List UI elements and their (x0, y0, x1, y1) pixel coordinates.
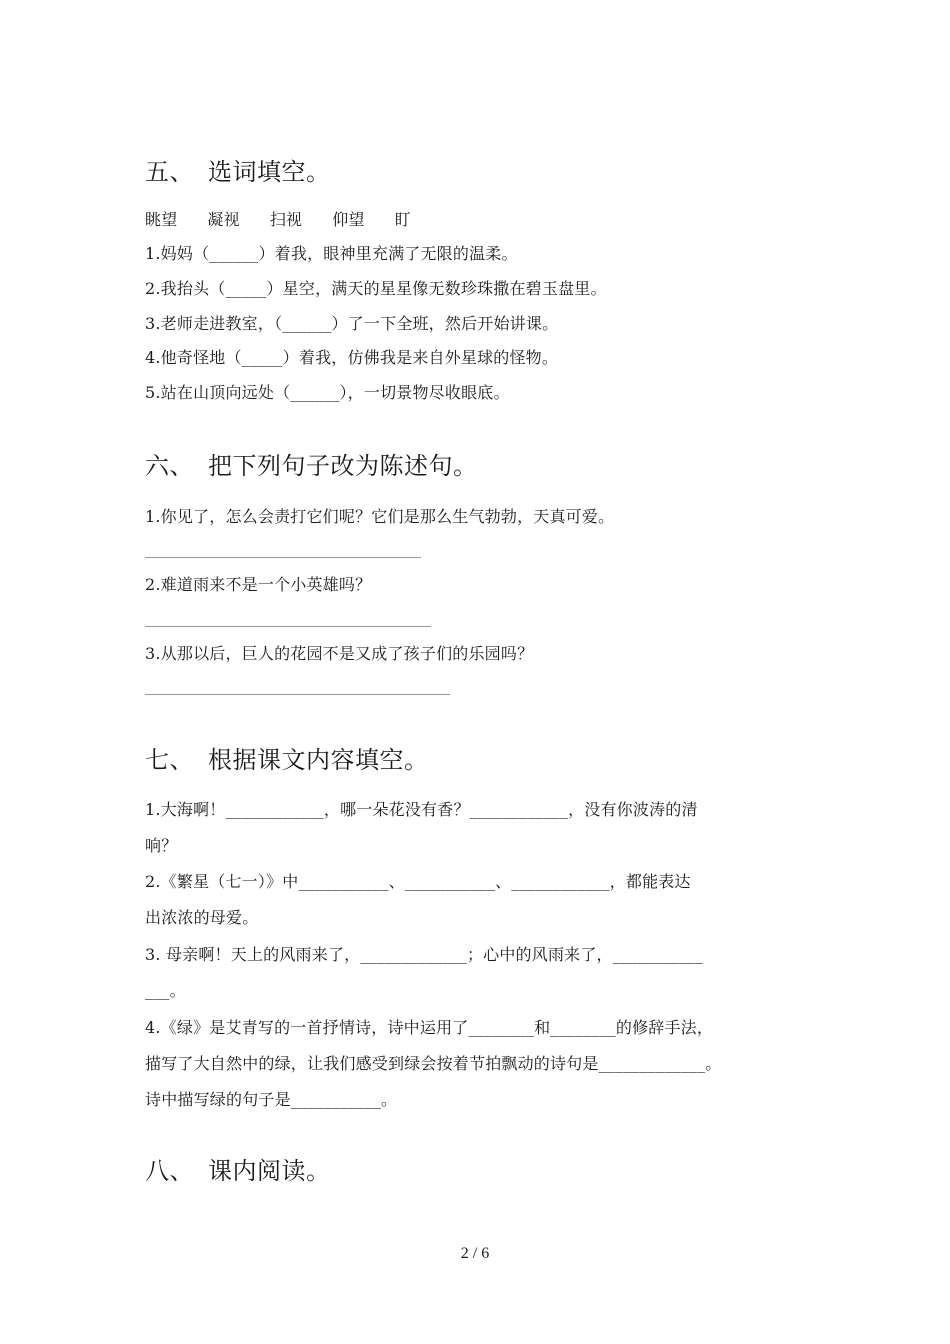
fill-blank-line: 出浓浓的母爱。 (145, 908, 259, 927)
section-title: 把下列句子改为陈述句。 (208, 452, 478, 480)
section-number: 八、 (145, 1157, 194, 1185)
question-item: 3.从那以后，巨人的花园不是又成了孩子们的乐园吗？ (145, 644, 534, 663)
page-number: 2 / 6 (460, 1245, 490, 1262)
section-title: 根据课文内容填空。 (208, 746, 429, 774)
section-number: 六、 (145, 452, 194, 480)
section-7-heading (145, 745, 429, 775)
word-bank-item: 盯 (394, 210, 411, 229)
word-bank-item: 凝视 (207, 210, 240, 229)
section-number: 七、 (145, 746, 194, 774)
question-item: 4.他奇怪地（_____）着我，仿佛我是来自外星球的怪物。 (145, 348, 559, 367)
answer-line[interactable] (145, 557, 421, 558)
question-item: 1.你见了，怎么会责打它们呢？它们是那么生气勃勃，天真可爱。 (145, 507, 615, 526)
fill-blank-line: 响？ (145, 836, 178, 855)
fill-blank-line: ___。 (145, 981, 186, 1000)
question-item: 1.妈妈（______）着我，眼神里充满了无限的温柔。 (145, 244, 518, 263)
question-item: 2.我抬头（_____）星空，满天的星星像无数珍珠撒在碧玉盘里。 (145, 279, 607, 298)
section-8-heading (145, 1156, 331, 1186)
fill-blank-line: 2.《繁星（七一）》中___________、___________、____________，都能表达 (145, 872, 691, 891)
answer-line[interactable] (145, 626, 431, 627)
section-6-heading (145, 451, 478, 481)
answer-line[interactable] (145, 694, 450, 695)
fill-blank-line: 描写了大自然中的绿，让我们感受到绿会按着节拍飘动的诗句是_____________。 (145, 1054, 722, 1073)
word-bank-item: 仰望 (332, 210, 365, 229)
question-item: 3.老师走进教室，（______）了一下全班，然后开始讲课。 (145, 314, 559, 333)
word-bank-item: 眺望 (145, 210, 178, 229)
word-bank-item: 扫视 (269, 210, 303, 229)
word-bank (145, 209, 441, 231)
section-title: 课内阅读。 (208, 1157, 331, 1185)
fill-blank-line: 4.《绿》是艾青写的一首抒情诗，诗中运用了________和________的修辞手法， (145, 1018, 714, 1037)
fill-blank-line: 1.大海啊！____________，哪一朵花没有香？____________，没有你波涛的清 (145, 800, 698, 819)
section-title: 选词填空。 (208, 158, 331, 186)
question-item: 2.难道雨来不是一个小英雄吗？ (145, 575, 372, 594)
section-number: 五、 (145, 158, 194, 186)
fill-blank-line: 诗中描写绿的句子是___________。 (145, 1090, 398, 1109)
fill-blank-line: 3. 母亲啊！天上的风雨来了，_____________；心中的风雨来了，___________ (145, 945, 703, 964)
section-5-heading (145, 157, 331, 187)
question-item: 5.站在山顶向远处（______），一切景物尽收眼底。 (145, 383, 510, 402)
